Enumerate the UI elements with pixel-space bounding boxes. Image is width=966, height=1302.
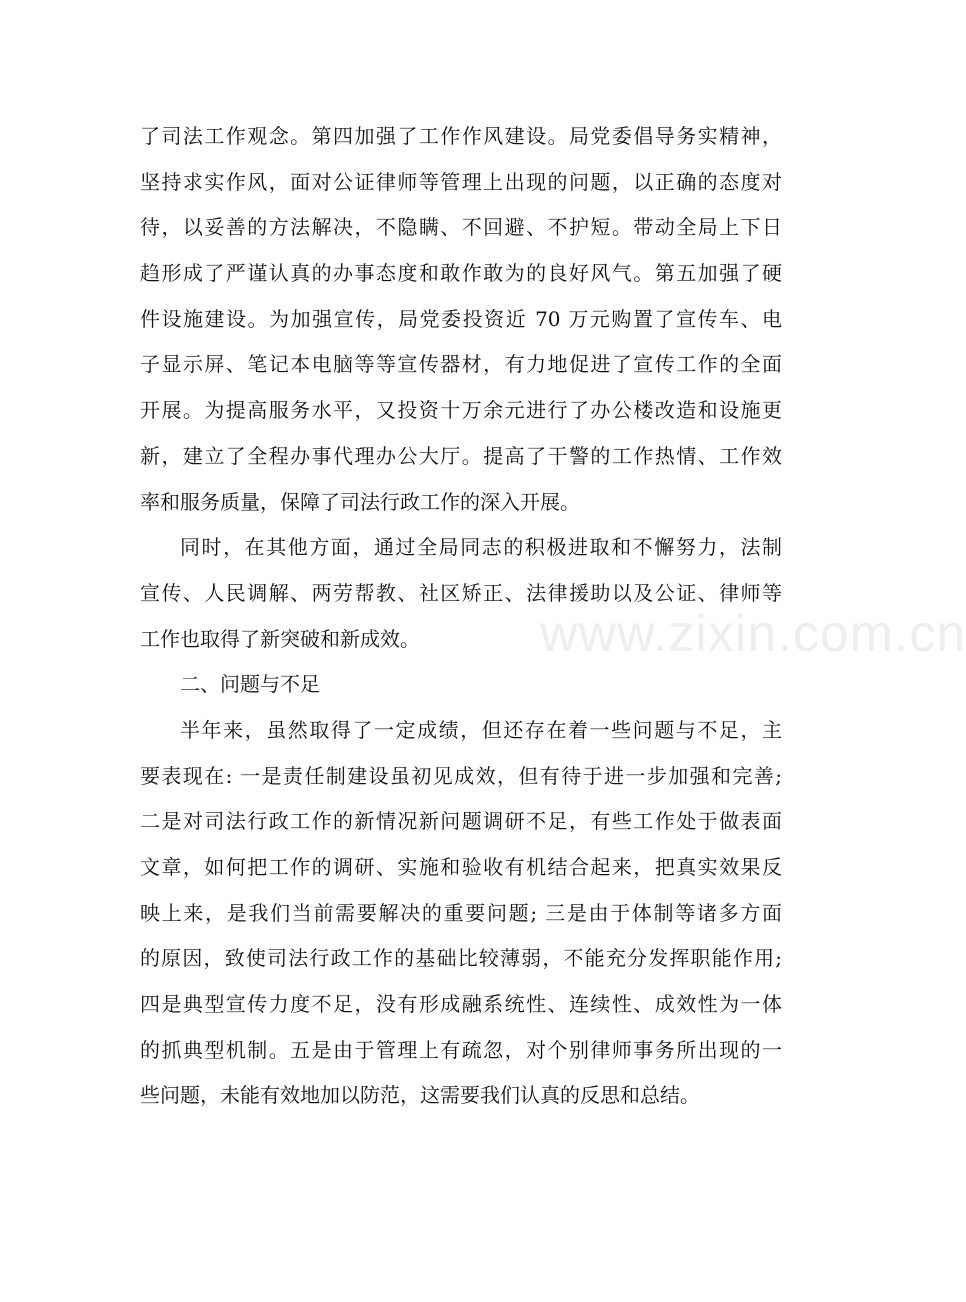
paragraph-line: 趋形成了严谨认真的办事态度和敢作敢为的良好风气。第五加强了硬 <box>140 261 782 286</box>
paragraph-line: 二是对司法行政工作的新情况新问题调研不足，有些工作处于做表面 <box>140 809 782 834</box>
paragraph-line: 率和服务质量，保障了司法行政工作的深入开展。 <box>140 489 580 514</box>
paragraph-line: 半年来，虽然取得了一定成绩，但还存在着一些问题与不足，主 <box>180 717 782 742</box>
paragraph-line: 要表现在: 一是责任制建设虽初见成效，但有待于进一步加强和完善; <box>140 763 782 788</box>
paragraph-line: 新，建立了全程办事代理办公大厅。提高了干警的工作热情、工作效 <box>140 443 782 468</box>
document-body <box>140 114 782 1119</box>
paragraph-line: 开展。为提高服务水平，又投资十万余元进行了办公楼改造和设施更 <box>140 398 782 423</box>
paragraph-line: 的原因，致使司法行政工作的基础比较薄弱，不能充分发挥职能作用; <box>140 946 782 971</box>
paragraph-line: 文章，如何把工作的调研、实施和验收有机结合起来，把真实效果反 <box>140 855 782 879</box>
paragraph-line: 了司法工作观念。第四加强了工作作风建设。局党委倡导务实精神， <box>140 124 782 148</box>
paragraph-line: 同时，在其他方面，通过全局同志的积极进取和不懈努力，法制 <box>180 535 782 560</box>
section-heading: 二、问题与不足 <box>180 672 320 697</box>
paragraph-line: 待，以妥善的方法解决，不隐瞒、不回避、不护短。带动全局上下日 <box>140 215 782 240</box>
paragraph-line: 的抓典型机制。五是由于管理上有疏忽，对个别律师事务所出现的一 <box>140 1037 782 1062</box>
paragraph-line: 四是典型宣传力度不足，没有形成融系统性、连续性、成效性为一体 <box>140 992 782 1017</box>
paragraph-line: 映上来，是我们当前需要解决的重要问题; 三是由于体制等诸多方面 <box>140 900 782 925</box>
paragraph-line: 子显示屏、笔记本电脑等等宣传器材，有力地促进了宣传工作的全面 <box>140 352 782 377</box>
watermark: www.zixin.com.cn <box>540 605 966 663</box>
paragraph-line: 工作也取得了新突破和新成效。 <box>140 626 420 651</box>
paragraph-line: 件设施建设。为加强宣传，局党委投资近 70 万元购置了宣传车、电 <box>140 306 782 331</box>
paragraph-line: 些问题，未能有效地加以防范，这需要我们认真的反思和总结。 <box>140 1083 700 1108</box>
paragraph-line: 坚持求实作风，面对公证律师等管理上出现的问题，以正确的态度对 <box>140 169 782 194</box>
paragraph-line: 宣传、人民调解、两劳帮教、社区矫正、法律援助以及公证、律师等 <box>140 580 782 605</box>
